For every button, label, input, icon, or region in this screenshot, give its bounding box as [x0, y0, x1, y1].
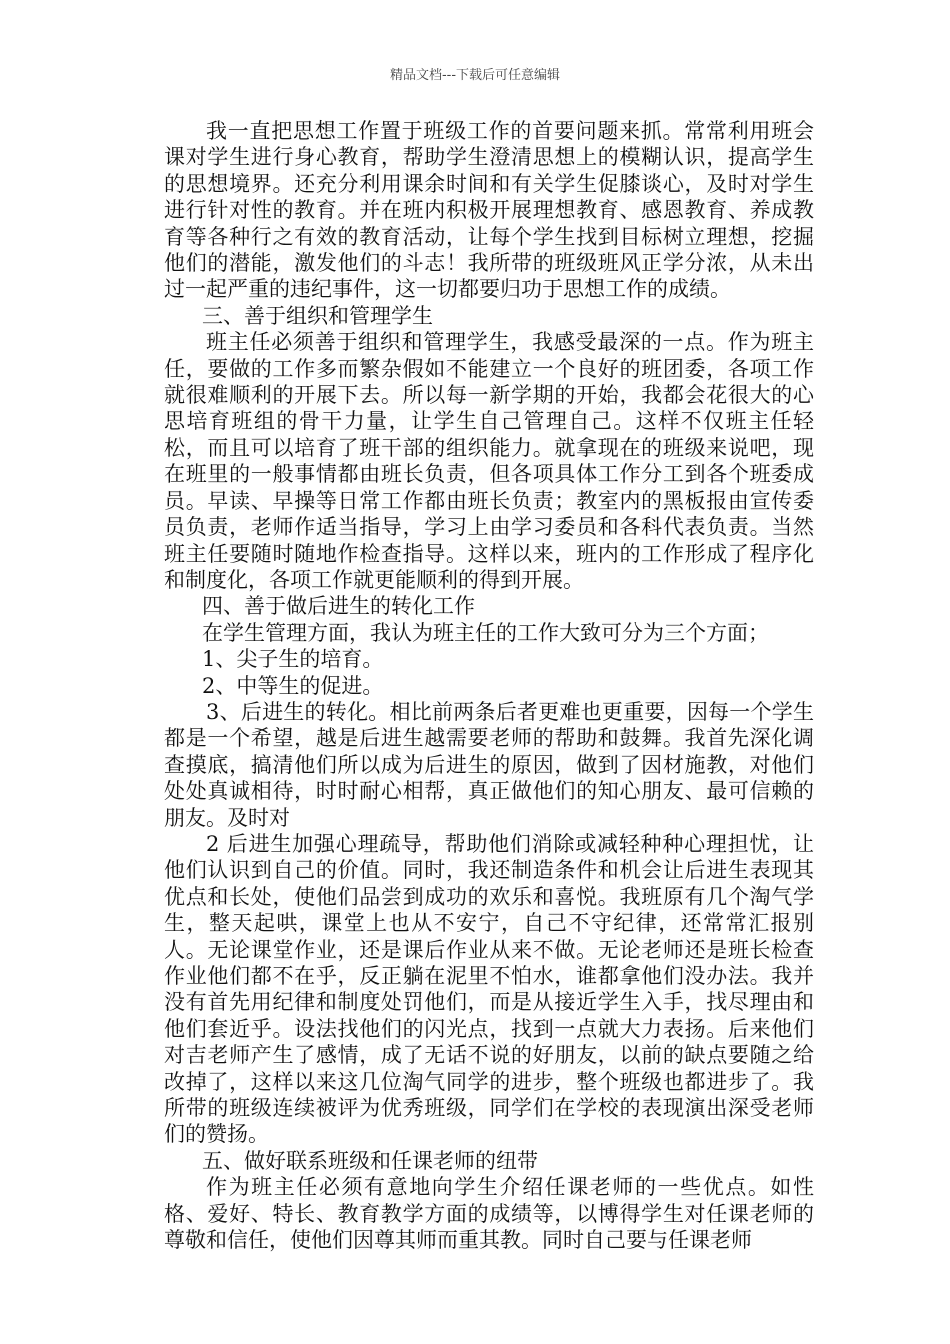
paragraph-organize-students: 班主任必须善于组织和管理学生，我感受最深的一点。作为班主任，要做的工作多而繁杂假如不能建立一个良好的班团委，各项工作就很难顺利的开展下去。所以每一新学期的开始，我都会花很大的心思培育班组的骨干力量，让学生自己管理自己。这样不仅班主任轻松，而且可以培育了班干部的组织能力。就拿现在的班级来说吧，现在班里的一般事情都由班长负责，但各项具体工作分工到各个班委成员。早读、早操等日常工作都由班长负责；教室内的黑板报由宣传委员负责，老师作适当指导，学习上由学习委员和各科代表负责。当然班主任要随时随地作检查指导。这样以来，班内的工作形成了程序化和制度化，各项工作就更能顺利的得到开展。 — [164, 330, 814, 592]
paragraph-psychological-guidance: 2 后进生加强心理疏导，帮助他们消除或减轻种种心理担忧，让他们认识到自己的价值。同时，我还制造条件和机会让后进生表现其优点和长处，使他们品尝到成功的欢乐和喜悦。我班原有几个淘气学生，整天起哄，课堂上也从不安宁，自己不守纪律，还常常汇报别人。无论课堂作业，还是课后作业从来不做。无论老师还是班长检查作业他们都不在乎，反正躺在泥里不怕水，谁都拿他们没办法。我并没有首先用纪律和制度处罚他们，而是从接近学生入手，找尽理由和他们套近乎。设法找他们的闪光点，找到一点就大力表扬。后来他们对吉老师产生了感情，成了无话不说的好朋友，以前的缺点要随之给改掉了，这样以来这几位淘气同学的进步，整个班级也都进步了。我所带的班级连续被评为优秀班级，同学们在学校的表现演出深受老师们的赞扬。 — [164, 831, 814, 1147]
paragraph-three-aspects: 在学生管理方面，我认为班主任的工作大致可分为三个方面； — [202, 620, 769, 645]
list-item-middle-students: 2、中等生的促进。 — [202, 673, 384, 698]
page-header: 精品文档---下载后可任意编辑 — [389, 68, 561, 83]
section-heading-5: 五、做好联系班级和任课老师的纽带 — [202, 1148, 538, 1173]
paragraph-thought-work: 我一直把思想工作置于班级工作的首要问题来抓。常常利用班会课对学生进行身心教育，帮助学生澄清思想上的模糊认识，提高学生的思想境界。还充分利用课余时间和有关学生促膝谈心，及时对学生进行针对性的教育。并在班内积极开展理想教育、感恩教育、养成教育等各种行之有效的教育活动，让每个学生找到目标树立理想，挖掘他们的潜能，激发他们的斗志！我所带的班级班风正学分浓，从未出过一起严重的违纪事件，这一切都要归功于思想工作的成绩。 — [164, 119, 814, 302]
section-heading-3: 三、善于组织和管理学生 — [202, 303, 433, 328]
section-heading-4: 四、善于做后进生的转化工作 — [202, 594, 475, 619]
list-item-top-students: 1、尖子生的培育。 — [202, 647, 384, 672]
document-body — [164, 118, 814, 1253]
paragraph-struggling-students: 3、后进生的转化。相比前两条后者更难也更重要，因每一个学生都是一个希望，越是后进生越需要老师的帮助和鼓舞。我首先深化调查摸底，搞清他们所以成为后进生的原因，做到了因材施教，对他们处处真诚相待，时时耐心相帮，真正做他们的知心朋友、最可信赖的朋友。及时对 — [164, 699, 814, 830]
paragraph-subject-teachers: 作为班主任必须有意地向学生介绍任课老师的一些优点。如性格、爱好、特长、教育教学方面的成绩等，以博得学生对任课老师的尊敬和信任，使他们因尊其师而重其教。同时自己要与任课老师 — [164, 1175, 814, 1253]
